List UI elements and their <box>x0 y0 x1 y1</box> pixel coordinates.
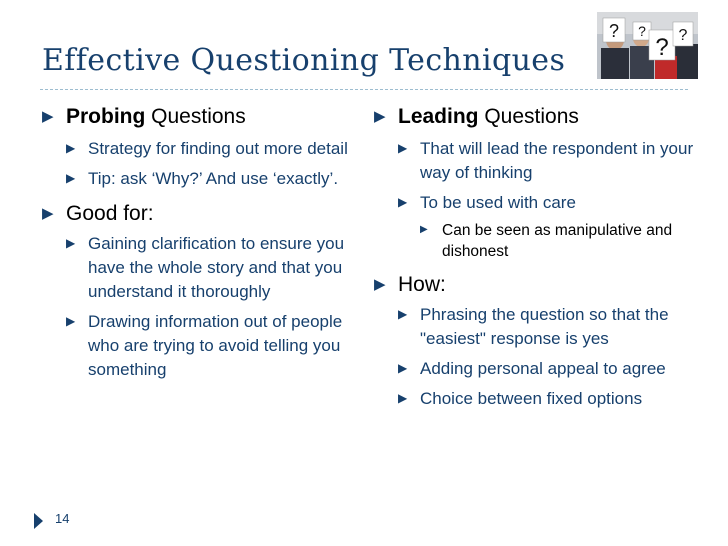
question-mark-4: ? <box>678 27 688 44</box>
leading-label-bold: Leading <box>398 105 479 128</box>
bullet-text: Tip: ask ‘Why?’ And use ‘exactly’. <box>88 169 339 188</box>
footer-triangle-icon <box>34 513 43 529</box>
bullet-tip <box>66 167 362 191</box>
question-marks-photo <box>597 12 698 79</box>
leading-label-rest: Questions <box>478 105 579 128</box>
triangle-right-icon: ▶ <box>66 141 76 155</box>
question-mark-3: ? <box>655 34 669 61</box>
bullet-drawing-info <box>66 310 362 382</box>
how-label: How: <box>398 273 446 296</box>
bullet-use-with-care <box>398 191 694 215</box>
triangle-right-icon: ▶ <box>398 195 408 209</box>
triangle-right-icon: ▶ <box>398 391 408 405</box>
bullet-text: That will lead the respondent in your way of thinking <box>420 139 694 182</box>
bullet-probing-questions <box>42 104 362 129</box>
bullet-text: Phrasing the question so that the "easiest" response is yes <box>420 305 669 348</box>
bullet-text: To be used with care <box>420 193 576 212</box>
bullet-text: Strategy for finding out more detail <box>88 139 348 158</box>
page-number: 14 <box>55 511 70 526</box>
probing-label-bold: Probing <box>66 105 146 128</box>
photo-illustration <box>597 12 698 79</box>
triangle-right-icon: ▶ <box>398 141 408 155</box>
triangle-right-icon: ▶ <box>420 224 428 235</box>
triangle-right-icon: ▶ <box>398 361 408 375</box>
bullet-manipulative <box>420 220 694 262</box>
probing-label-rest: Questions <box>145 105 246 128</box>
bullet-text: Adding personal appeal to agree <box>420 359 666 378</box>
triangle-right-icon: ▶ <box>42 108 54 125</box>
bullet-lead-respondent <box>398 137 694 185</box>
bullet-good-for <box>42 201 362 226</box>
triangle-right-icon: ▶ <box>42 205 54 222</box>
triangle-right-icon: ▶ <box>398 307 408 321</box>
question-mark-2: ? <box>638 23 646 39</box>
bullet-text: Gaining clarification to ensure you have the whole story and that you understand it thoroughly <box>88 234 345 301</box>
bullet-how <box>374 272 694 297</box>
bullet-text: Can be seen as manipulative and dishonest <box>442 222 673 260</box>
triangle-right-icon: ▶ <box>66 314 76 328</box>
bullet-phrasing <box>398 303 694 351</box>
bullet-fixed-options <box>398 387 694 411</box>
triangle-right-icon: ▶ <box>66 171 76 185</box>
bullet-strategy <box>66 137 362 161</box>
right-column <box>374 104 694 411</box>
left-column <box>42 104 362 382</box>
triangle-right-icon: ▶ <box>374 276 386 293</box>
title-divider <box>40 89 688 90</box>
bullet-clarification <box>66 232 362 304</box>
good-for-label: Good for: <box>66 202 154 225</box>
triangle-right-icon: ▶ <box>374 108 386 125</box>
triangle-right-icon: ▶ <box>66 236 76 250</box>
bullet-text: Drawing information out of people who are trying to avoid telling you something <box>88 312 343 379</box>
bullet-personal-appeal <box>398 357 694 381</box>
bullet-text: Choice between fixed options <box>420 389 643 408</box>
bullet-leading-questions <box>374 104 694 129</box>
slide-title: Effective Questioning Techniques <box>42 43 566 78</box>
question-mark-1: ? <box>608 21 620 41</box>
